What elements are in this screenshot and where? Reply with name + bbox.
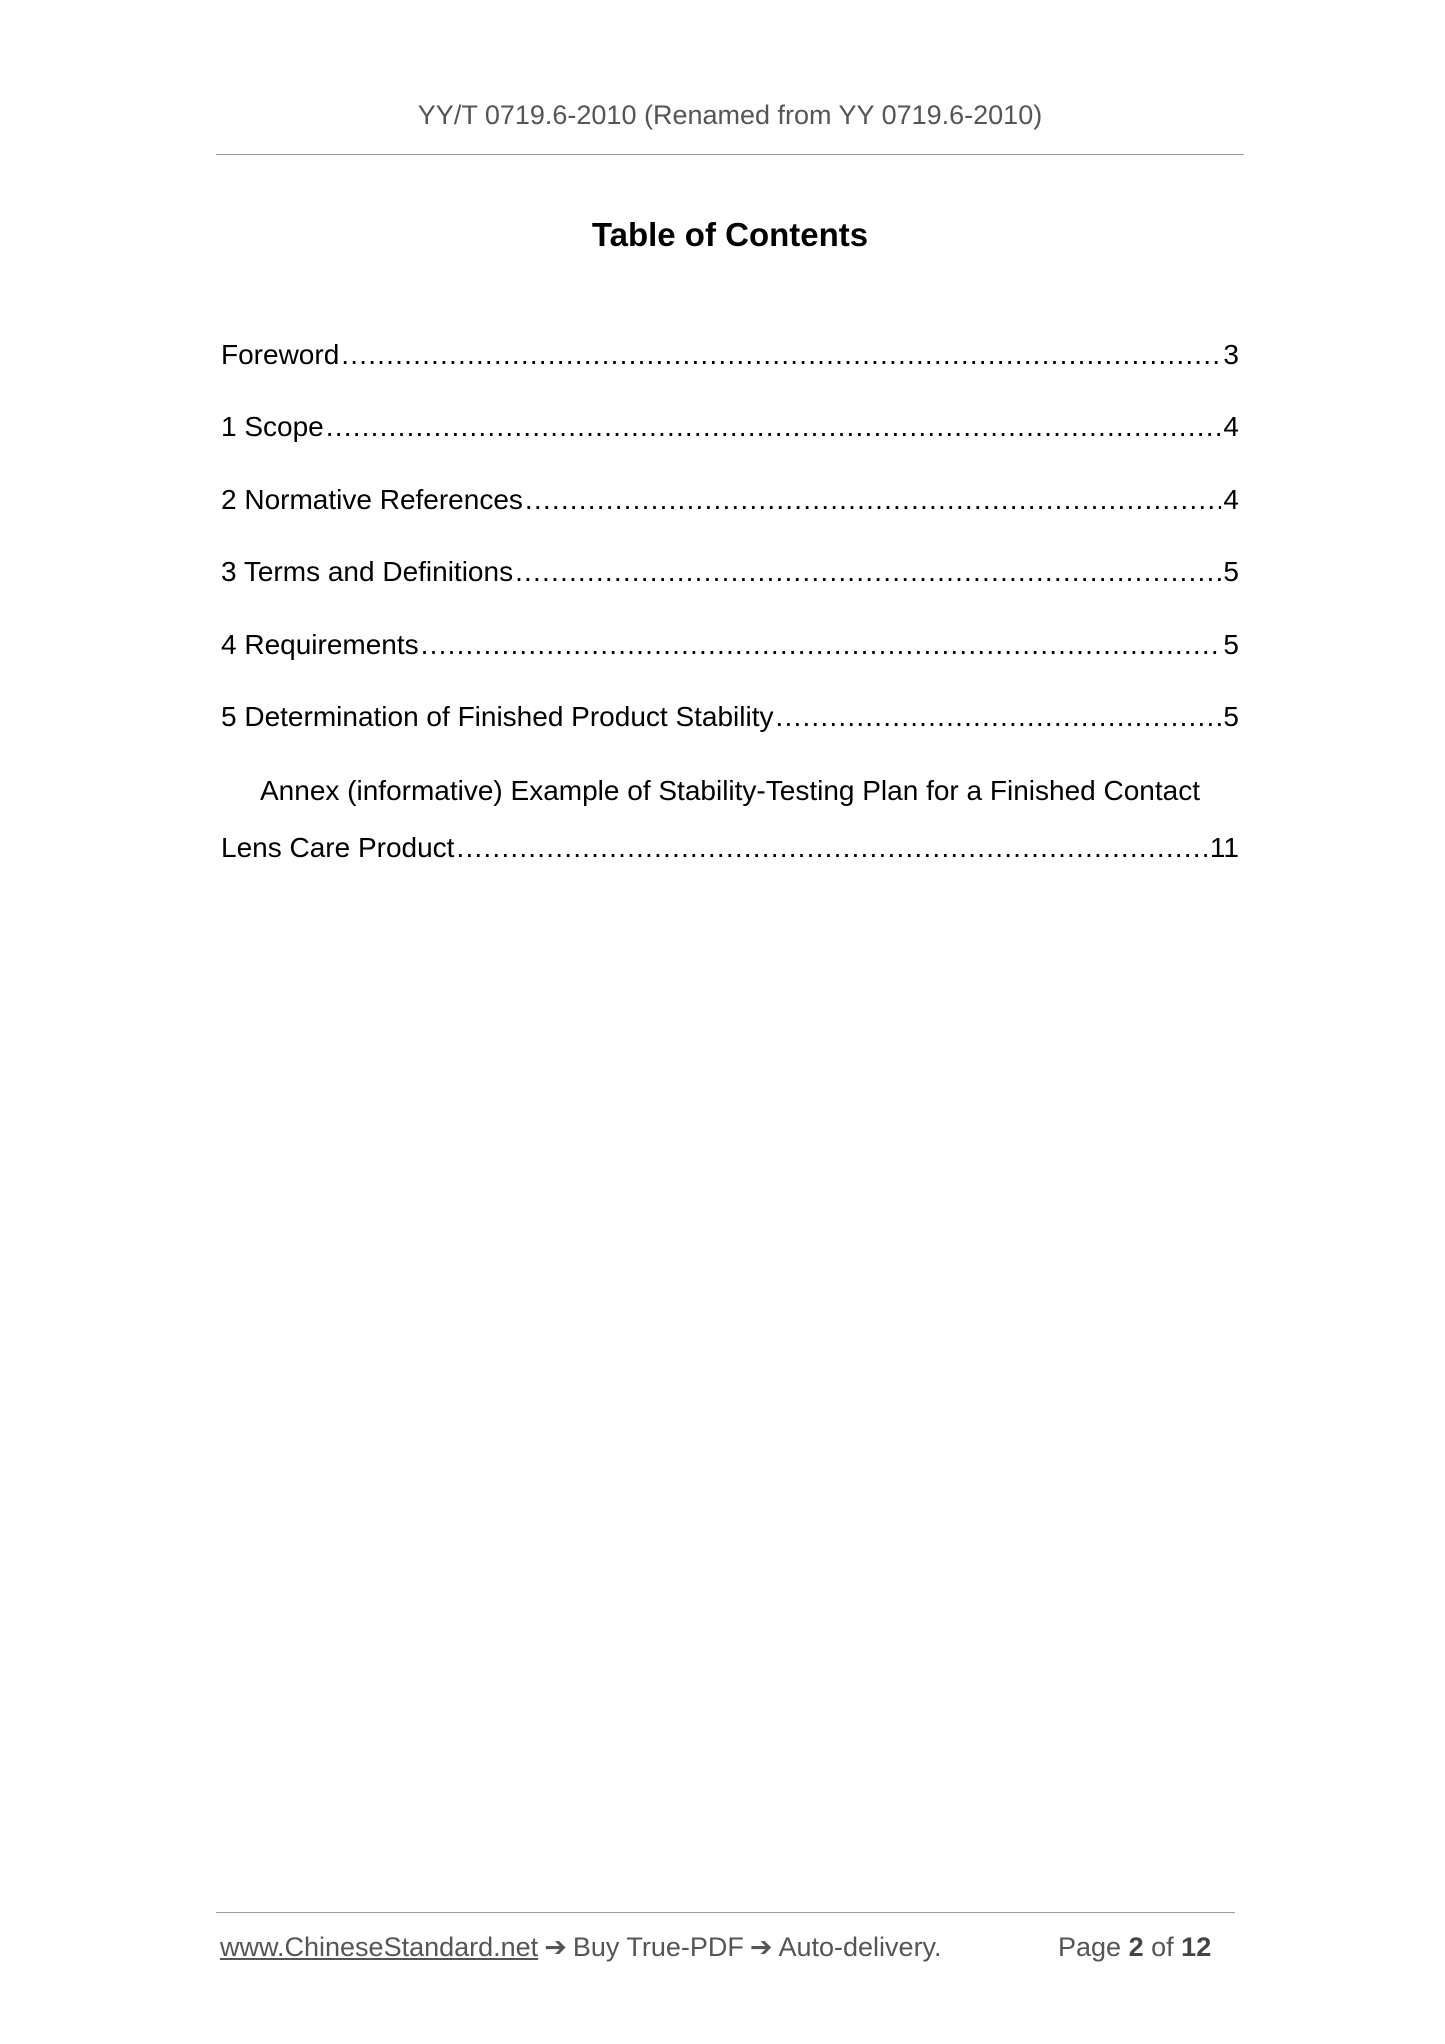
toc-entry-page: 5 [1223,556,1239,587]
toc-entry-page: 5 [1223,701,1239,732]
page-counter [1058,1932,1211,1963]
toc-entry-stability[interactable] [221,697,1239,737]
toc-entry-label: 4 Requirements [221,629,419,660]
delivery-text: Auto-delivery. [778,1932,942,1962]
toc-entry-scope[interactable] [221,407,1239,447]
toc-dot-leader [456,828,1207,868]
toc-entry-requirements[interactable] [221,625,1239,665]
toc-entry-page: 4 [1223,411,1239,442]
site-link[interactable]: www.ChineseStandard.net [220,1932,539,1962]
running-header: YY/T 0719.6-2010 (Renamed from YY 0719.6-2010) [417,100,1043,130]
toc-entry-label: 1 Scope [221,411,324,442]
page-word: Page [1058,1932,1122,1962]
current-page-number: 2 [1128,1932,1144,1962]
toc-dot-leader [341,335,1221,375]
toc-dot-leader [776,697,1222,737]
right-arrow-icon: ➔ [544,1932,567,1962]
right-arrow-icon: ➔ [749,1932,773,1962]
toc-entry-terms-definitions[interactable] [221,552,1239,592]
toc-title: Table of Contents [591,216,869,253]
toc-entry-foreword[interactable] [221,335,1239,375]
toc-entry-label: 2 Normative References [221,484,523,515]
toc-dot-leader [421,625,1222,665]
toc-entry-page: 4 [1223,484,1239,515]
footer-promo [220,1932,942,1963]
toc-entry-label: Foreword [221,339,340,370]
toc-entry-page: 3 [1223,339,1239,370]
toc-entry-label: 5 Determination of Finished Product Stability [221,701,774,732]
buy-text: Buy True-PDF [572,1932,744,1962]
toc-dot-leader [326,407,1222,447]
toc-entry-label: 3 Terms and Definitions [221,556,514,587]
footer-divider [216,1912,1235,1913]
toc-dot-leader [525,480,1222,520]
of-word: of [1151,1932,1174,1962]
toc-entry-label: Lens Care Product [221,832,455,863]
toc-entry-page: 5 [1223,629,1239,660]
toc-annex-title[interactable]: Annex (informative) Example of Stability-Testing Plan for a Finished Contact [260,775,1200,806]
toc-entry-page: 11 [1209,832,1239,863]
toc-entry-annex[interactable] [221,828,1239,868]
toc-entry-normative-references[interactable] [221,480,1239,520]
total-pages-number: 12 [1181,1932,1212,1962]
toc-dot-leader [515,552,1221,592]
header-divider [216,154,1244,155]
